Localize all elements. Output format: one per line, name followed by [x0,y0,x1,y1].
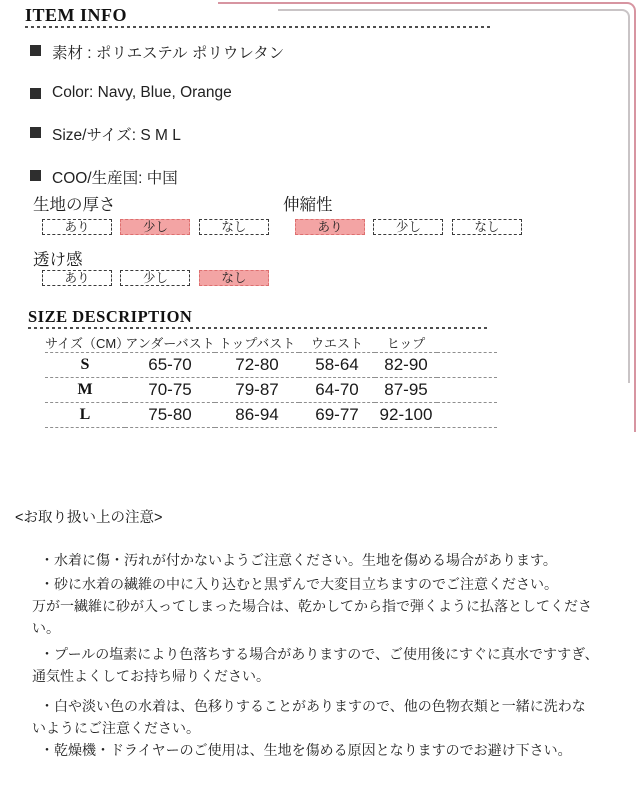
option-box-sukoshi: 少し [120,270,190,286]
fabric-thickness-options [42,218,273,236]
cell-topbust: 79-87 [215,378,299,403]
care-note-line: 通気性よくしてお持ち帰りください。 [32,668,270,684]
size-row-m [45,378,497,403]
size-label: S [45,353,125,378]
square-bullet-icon [30,45,41,56]
size-row-l [45,403,497,428]
col-header-underbust: アンダーバスト [125,333,215,353]
cell-topbust: 86-94 [215,403,299,428]
cell-hip: 92-100 [375,403,437,428]
care-notes-list [32,549,618,761]
care-note-line: ・プールの塩素により色落ちする場合がありますので、ご使用後にすぐに真水ですすぎ、 [40,646,599,662]
spec-text: COO/生産国: 中国 [52,170,178,187]
cell-underbust: 70-75 [125,378,215,403]
size-table-header-row [45,333,497,353]
care-note-line: 万が一繊維に砂が入ってしまった場合は、乾かしてから指で弾くように払落としてください。 [32,598,592,636]
option-box-ari: あり [42,219,112,235]
option-box-nashi: なし [199,219,269,235]
option-box-nashi: なし [452,219,522,235]
care-note-line: ・水着に傷・汚れが付かないようご注意ください。生地を傷める場合があります。 [40,552,557,568]
care-note [32,643,618,687]
stretch-options [295,218,526,236]
size-row-s [45,353,497,378]
square-bullet-icon [30,88,41,99]
cell-waist: 69-77 [299,403,375,428]
spec-item-color [30,84,284,102]
col-header-hip: ヒップ [375,333,437,353]
care-note-line: いようにご注意ください。 [32,720,200,736]
care-note-line: ・白や淡い色の水着は、色移りすることがありますので、他の色物衣類と一緒に洗わな [40,698,586,714]
stretch-label: 伸縮性 [283,196,333,214]
col-header-topbust: トップバスト [215,333,299,353]
spec-item-material [30,41,284,63]
spec-list [30,41,284,209]
option-box-sukoshi-selected: 少し [120,219,190,235]
cell-hip: 82-90 [375,353,437,378]
cell-hip: 87-95 [375,378,437,403]
cell-waist: 58-64 [299,353,375,378]
cell-filler [437,353,497,378]
option-box-ari-selected: あり [295,219,365,235]
care-note-line: ・砂に水着の繊維の中に入り込むと黒ずんで大変目立ちますのでご注意ください。 [40,576,558,592]
care-note [32,695,618,739]
sheerness-label: 透け感 [33,251,83,269]
spec-text: Size/サイズ: S M L [52,127,181,144]
option-box-ari: あり [42,270,112,286]
size-table [45,333,497,428]
cell-waist: 64-70 [299,378,375,403]
fabric-thickness-label: 生地の厚さ [33,196,116,214]
col-header-filler [437,333,497,353]
care-note [32,549,618,571]
cell-topbust: 72-80 [215,353,299,378]
care-notes-title: <お取り扱い上の注意> [15,510,163,526]
col-header-size: サイズ（CM） [45,333,125,353]
option-box-sukoshi: 少し [373,219,443,235]
spec-item-coo [30,166,284,188]
square-bullet-icon [30,170,41,181]
cell-filler [437,378,497,403]
care-note [32,739,618,761]
spec-text: Color: Navy, Blue, Orange [52,84,232,101]
size-description-title: SIZE DESCRIPTION [28,307,193,326]
square-bullet-icon [30,127,41,138]
spec-text: 素材 : ポリエステル ポリウレタン [52,45,285,62]
care-note-line: ・乾燥機・ドライヤーのご使用は、生地を傷める原因となりますのでお避け下さい。 [40,742,572,758]
col-header-waist: ウエスト [299,333,375,353]
option-box-nashi-selected: なし [199,270,269,286]
cell-filler [437,403,497,428]
size-label: M [45,378,125,403]
spec-item-size [30,123,284,145]
item-info-title: ITEM INFO [25,5,128,25]
sheerness-options [42,269,273,287]
cell-underbust: 75-80 [125,403,215,428]
cell-underbust: 65-70 [125,353,215,378]
care-note [32,573,618,639]
size-description-divider [28,327,490,329]
size-label: L [45,403,125,428]
item-info-divider [25,26,493,28]
